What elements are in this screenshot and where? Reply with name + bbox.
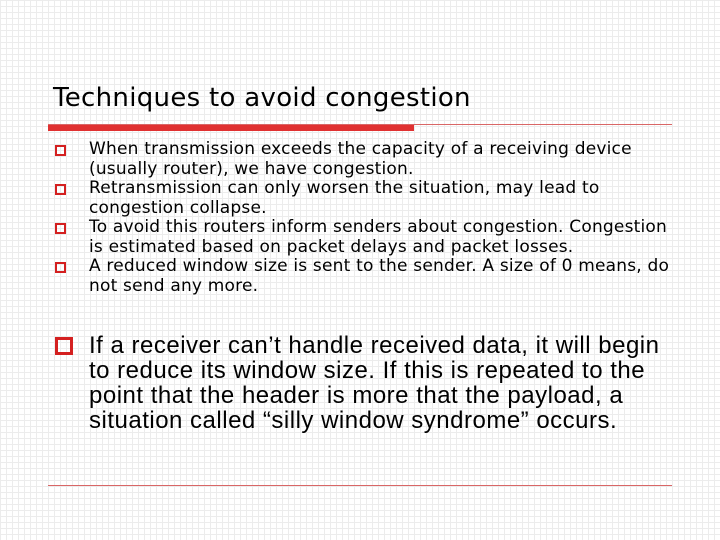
bullet-item	[54, 140, 674, 179]
bullet-text: When transmission exceeds the capacity of a receiving device (usually router), we have congestion.	[89, 139, 632, 179]
bullet-text: To avoid this routers inform senders about congestion. Congestion is estimated based on packet delays and packet losses.	[89, 217, 667, 257]
bullet-item	[54, 179, 674, 218]
bullet-item	[54, 218, 674, 257]
main-point-text: If a receiver can’t handle received data, it will begin to reduce its window size. If this is repeated to the point that the header is more that the payload, a situation called “silly window syndrome” occurs.	[89, 332, 660, 434]
square-bullet-icon	[55, 184, 66, 195]
slide-title: Techniques to avoid congestion	[53, 83, 471, 113]
square-bullet-icon	[55, 262, 66, 273]
bottom-rule	[48, 485, 672, 486]
square-bullet-icon	[55, 145, 66, 156]
bullet-list	[54, 140, 674, 296]
title-underline-accent	[48, 125, 414, 131]
bullet-item	[54, 257, 674, 296]
bullet-text: A reduced window size is sent to the sender. A size of 0 means, do not send any more.	[89, 256, 670, 296]
square-bullet-icon	[55, 223, 66, 234]
square-bullet-icon	[55, 337, 73, 355]
main-point-item	[54, 333, 674, 433]
bullet-text: Retransmission can only worsen the situation, may lead to congestion collapse.	[89, 178, 600, 218]
main-point-list	[54, 333, 674, 433]
